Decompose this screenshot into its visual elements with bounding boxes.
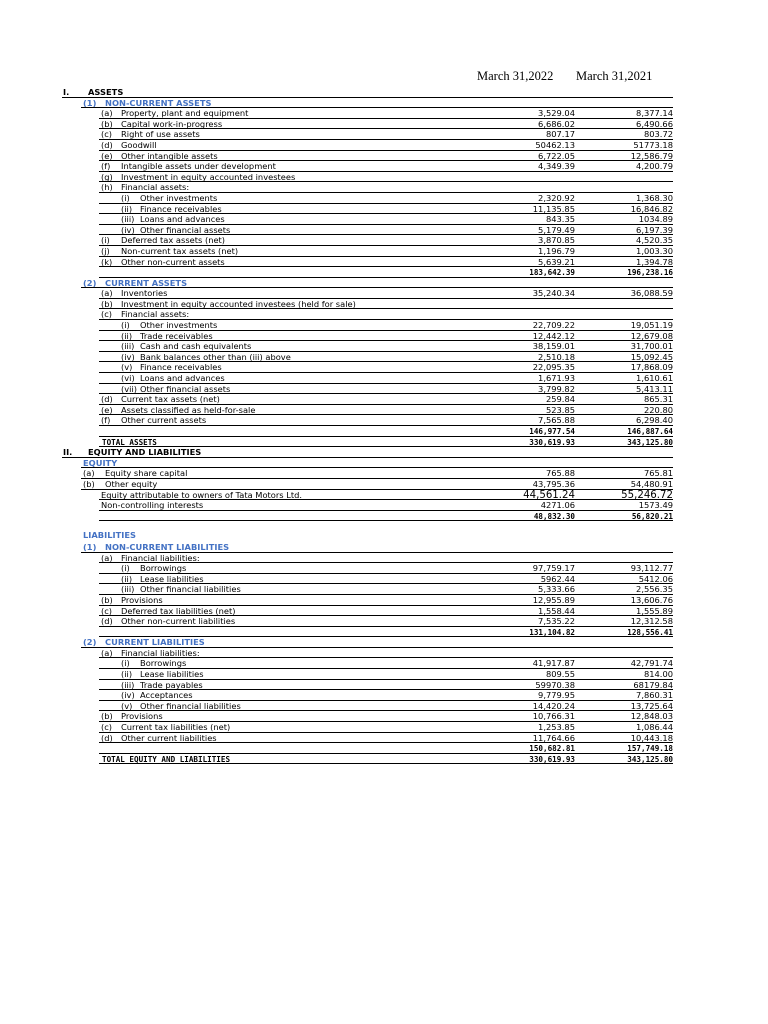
table-row: [0, 161, 768, 172]
table-row: [0, 309, 768, 320]
value-2022: 4271.06: [540, 500, 575, 511]
value-2021: 7,860.31: [636, 690, 673, 701]
row-marker: (a): [101, 552, 113, 563]
row-marker: (h): [101, 182, 113, 193]
value-2021: 55,246.72: [621, 489, 673, 501]
row-label: EQUITY AND LIABILITIES: [88, 447, 202, 458]
value-2022: 44,561.24: [523, 489, 575, 501]
row-marker: (b): [101, 118, 113, 129]
row-marker: (1): [83, 541, 97, 552]
row-marker: (iii): [121, 341, 135, 352]
value-2022: 3,799.82: [538, 383, 575, 394]
row-label: Property, plant and equipment: [121, 108, 249, 119]
value-2021: 128,556.41: [627, 627, 673, 637]
row-label: Loans and advances: [140, 214, 225, 225]
value-2022: 11,135.85: [532, 203, 575, 214]
row-label: Lease liabilities: [140, 669, 204, 680]
value-2021: 765.81: [643, 468, 673, 479]
value-2022: 22,709.22: [532, 320, 575, 331]
value-2021: 1,610.61: [636, 373, 673, 384]
table-row: [0, 658, 768, 669]
value-2021: 1,368.30: [636, 192, 673, 203]
value-2021: 12,312.58: [630, 616, 673, 627]
row-marker: II.: [63, 447, 73, 458]
row-marker: (e): [101, 404, 113, 415]
row-label: CURRENT ASSETS: [105, 277, 188, 288]
table-row: [0, 225, 768, 236]
table-row: [0, 669, 768, 680]
value-2022: 48,832.30: [533, 511, 575, 521]
row-marker: (a): [101, 647, 113, 658]
row-label: Other current liabilities: [121, 732, 217, 743]
table-row: [0, 701, 768, 712]
table-row: [0, 680, 768, 691]
row-label: Lease liabilities: [140, 573, 204, 584]
row-marker: (2): [83, 277, 97, 288]
value-2022: 41,917.87: [532, 658, 575, 669]
table-row: [0, 278, 768, 289]
row-marker: (i): [121, 192, 130, 203]
row-label: Other financial liabilities: [140, 700, 241, 711]
value-2021: 16,846.82: [630, 203, 673, 214]
row-marker: (i): [121, 563, 130, 574]
value-2021: 12,679.08: [630, 330, 673, 341]
table-row: [0, 637, 768, 648]
row-rule: [99, 763, 673, 764]
table-row: [0, 119, 768, 130]
value-2022: 131,104.82: [529, 627, 575, 637]
value-2021: 4,200.79: [636, 161, 673, 172]
table-row: [0, 511, 768, 522]
table-row: [0, 214, 768, 225]
row-marker: (i): [101, 235, 110, 246]
table-row: [0, 743, 768, 754]
value-2022: 5,333.66: [538, 584, 575, 595]
table-row: [0, 595, 768, 606]
value-2021: 5,413.11: [636, 383, 673, 394]
row-label: Current tax liabilities (net): [121, 722, 231, 733]
value-2021: 1573.49: [638, 500, 673, 511]
value-2022: 5962.44: [540, 573, 575, 584]
table-row: [0, 394, 768, 405]
row-marker: (f): [101, 161, 111, 172]
value-2022: 1,196.79: [538, 245, 575, 256]
value-2022: 38,159.01: [532, 341, 575, 352]
value-2022: 7,565.88: [538, 415, 575, 426]
row-label: Financial liabilities:: [121, 647, 200, 658]
row-label: Loans and advances: [140, 373, 225, 384]
row-marker: (e): [101, 150, 113, 161]
value-2021: 93,112.77: [630, 563, 673, 574]
row-marker: (c): [101, 605, 113, 616]
table-row: [0, 426, 768, 437]
row-marker: (a): [101, 108, 113, 119]
balance-sheet-table: [0, 87, 768, 764]
value-2021: 31,700.01: [630, 341, 673, 352]
value-2021: 2,556.35: [636, 584, 673, 595]
table-row: [0, 193, 768, 204]
row-label: Other current assets: [121, 415, 207, 426]
row-marker: (a): [101, 288, 113, 299]
table-row: [0, 542, 768, 553]
value-2022: 1,253.85: [538, 722, 575, 733]
table-row: [0, 151, 768, 162]
table-row: [0, 733, 768, 744]
row-label: Current tax assets (net): [121, 394, 220, 405]
row-marker: (ii): [121, 330, 133, 341]
row-marker: (b): [101, 711, 113, 722]
value-2022: 14,420.24: [532, 700, 575, 711]
value-2022: 10,766.31: [532, 711, 575, 722]
value-2022: 765.88: [545, 468, 575, 479]
row-label: Bank balances other than (iii) above: [140, 351, 291, 362]
value-2021: 803.72: [643, 129, 673, 140]
table-row: [0, 711, 768, 722]
value-2022: 150,682.81: [529, 744, 575, 754]
value-2021: 12,848.03: [630, 711, 673, 722]
table-row: [0, 606, 768, 617]
value-2021: 157,749.18: [627, 744, 673, 754]
value-2022: 1,558.44: [538, 605, 575, 616]
row-label: Cash and cash equivalents: [140, 341, 252, 352]
row-marker: (d): [101, 732, 113, 743]
row-marker: (b): [101, 594, 113, 605]
table-row: [0, 108, 768, 119]
row-label: NON-CURRENT ASSETS: [105, 97, 212, 108]
value-2022: 6,722.05: [538, 150, 575, 161]
row-label: Finance receivables: [140, 362, 222, 373]
value-2022: 9,779.95: [538, 690, 575, 701]
row-label: Trade receivables: [140, 330, 213, 341]
table-row: [0, 362, 768, 373]
table-row: [0, 584, 768, 595]
table-row: [0, 521, 768, 530]
row-label: Investment in equity accounted investees: [121, 171, 296, 182]
row-marker: (d): [101, 616, 113, 627]
table-row: [0, 490, 768, 501]
value-2021: 6,490.66: [636, 118, 673, 129]
row-marker: (i): [121, 320, 130, 331]
value-2022: 3,529.04: [538, 108, 575, 119]
row-label: Investment in equity accounted investees (held for sale): [121, 298, 356, 309]
value-2021: 1,394.78: [636, 256, 673, 267]
value-2021: 54,480.91: [630, 478, 673, 489]
row-marker: (c): [101, 722, 113, 733]
row-label: Acceptances: [140, 690, 193, 701]
row-label: Other non-current liabilities: [121, 616, 236, 627]
table-row: [0, 182, 768, 193]
row-marker: (1): [83, 97, 97, 108]
value-2022: 843.35: [545, 214, 575, 225]
table-row: [0, 458, 768, 469]
value-2021: 17,868.09: [630, 362, 673, 373]
table-row: [0, 352, 768, 363]
value-2022: 11,764.66: [532, 732, 575, 743]
table-row: [0, 563, 768, 574]
row-label: Borrowings: [140, 563, 187, 574]
value-2021: 19,051.19: [630, 320, 673, 331]
row-marker: (b): [83, 478, 95, 489]
value-2022: 807.17: [545, 129, 575, 140]
value-2022: 330,619.93: [529, 437, 575, 447]
value-2021: 36,088.59: [630, 288, 673, 299]
value-2021: 4,520.35: [636, 235, 673, 246]
value-2021: 865.31: [643, 394, 673, 405]
row-label: Other intangible assets: [121, 150, 218, 161]
row-label: Trade payables: [140, 679, 203, 690]
row-marker: (iii): [121, 584, 135, 595]
row-marker: (iv): [121, 690, 135, 701]
value-2022: 6,686.02: [538, 118, 575, 129]
table-row: [0, 204, 768, 215]
value-2022: 7,535.22: [538, 616, 575, 627]
row-label: Non-current tax assets (net): [121, 245, 239, 256]
value-2021: 6,298.40: [636, 415, 673, 426]
table-row: [0, 172, 768, 183]
row-label: Other equity: [105, 478, 158, 489]
value-2021: 10,443.18: [630, 732, 673, 743]
row-marker: (k): [101, 256, 113, 267]
row-label: Deferred tax liabilities (net): [121, 605, 236, 616]
row-marker: (j): [101, 245, 110, 256]
value-2021: 146,887.64: [627, 427, 673, 436]
table-row: [0, 754, 768, 765]
value-2021: 13,725.64: [630, 700, 673, 711]
table-row: [0, 500, 768, 511]
value-2022: 97,759.17: [532, 563, 575, 574]
table-row: [0, 553, 768, 564]
value-2022: 2,320.92: [538, 192, 575, 203]
value-2022: 146,977.54: [529, 427, 575, 436]
row-marker: (vii): [121, 383, 137, 394]
row-marker: (iii): [121, 679, 135, 690]
row-label: Intangible assets under development: [121, 161, 276, 172]
row-label: Equity share capital: [105, 468, 188, 479]
column-header-2022: March 31,2022: [477, 69, 554, 83]
row-marker: (c): [101, 129, 113, 140]
table-row: [0, 320, 768, 331]
row-label: Capital work-in-progress: [121, 118, 223, 129]
table-row: [0, 288, 768, 299]
value-2022: 1,671.93: [538, 373, 575, 384]
table-row: [0, 235, 768, 246]
row-marker: (a): [83, 468, 95, 479]
table-row: [0, 447, 768, 458]
value-2022: 59970.38: [535, 679, 575, 690]
row-label: Other non-current assets: [121, 256, 225, 267]
row-label: Provisions: [121, 711, 163, 722]
table-row: [0, 373, 768, 384]
row-label: Right of use assets: [121, 129, 200, 140]
row-label: Deferred tax assets (net): [121, 235, 226, 246]
row-marker: (2): [83, 637, 97, 648]
row-marker: (g): [101, 171, 113, 182]
row-marker: (ii): [121, 573, 133, 584]
value-2021: 5412.06: [638, 573, 673, 584]
row-label: Goodwill: [121, 139, 157, 150]
value-2022: 809.55: [545, 669, 575, 680]
value-2021: 12,586.79: [630, 150, 673, 161]
row-label: Assets classified as held-for-sale: [121, 404, 256, 415]
row-label: ASSETS: [88, 87, 124, 97]
table-row: [0, 341, 768, 352]
value-2022: 35,240.34: [532, 288, 575, 299]
row-marker: (f): [101, 415, 111, 426]
row-label: CURRENT LIABILITIES: [105, 637, 205, 648]
value-2021: 42,791.74: [630, 658, 673, 669]
row-marker: (d): [101, 394, 113, 405]
table-row: [0, 530, 768, 542]
value-2021: 8,377.14: [636, 108, 673, 119]
row-label: Non-controlling interests: [101, 500, 204, 511]
row-label: Other financial assets: [140, 224, 231, 235]
row-label: Other investments: [140, 320, 218, 331]
value-2022: 523.85: [545, 404, 575, 415]
row-label: LIABILITIES: [83, 530, 136, 541]
value-2022: 5,639.21: [538, 256, 575, 267]
row-label: Financial assets:: [121, 182, 190, 193]
table-row: [0, 98, 768, 109]
value-2022: 183,642.39: [529, 268, 575, 278]
value-2021: 814.00: [643, 669, 673, 680]
row-label: Borrowings: [140, 658, 187, 669]
value-2022: 2,510.18: [538, 351, 575, 362]
row-label: NON-CURRENT LIABILITIES: [105, 541, 230, 552]
value-2021: 6,197.39: [636, 224, 673, 235]
table-row: [0, 415, 768, 426]
value-2021: 56,820.21: [631, 511, 673, 521]
row-label: Finance receivables: [140, 203, 222, 214]
table-row: [0, 267, 768, 278]
table-row: [0, 437, 768, 448]
row-label: Financial assets:: [121, 309, 190, 320]
table-row: [0, 257, 768, 268]
value-2021: 196,238.16: [627, 268, 673, 278]
value-2021: 220.80: [643, 404, 673, 415]
value-2022: 4,349.39: [538, 161, 575, 172]
row-label: TOTAL EQUITY AND LIABILITIES: [102, 754, 231, 764]
value-2021: 1,003.30: [636, 245, 673, 256]
row-label: TOTAL ASSETS: [102, 437, 157, 447]
table-row: [0, 331, 768, 342]
table-row: [0, 384, 768, 395]
row-marker: I.: [63, 87, 70, 97]
row-marker: (v): [121, 700, 133, 711]
row-marker: (i): [121, 658, 130, 669]
column-header: [0, 69, 768, 85]
table-row: [0, 468, 768, 479]
row-marker: (iv): [121, 351, 135, 362]
table-row: [0, 690, 768, 701]
value-2022: 50462.13: [535, 139, 575, 150]
value-2021: 13,606.76: [630, 594, 673, 605]
value-2021: 1034.89: [638, 214, 673, 225]
value-2021: 1,086.44: [636, 722, 673, 733]
table-row: [0, 405, 768, 416]
row-marker: (v): [121, 362, 133, 373]
table-row: [0, 722, 768, 733]
value-2021: 1,555.89: [636, 605, 673, 616]
column-header-2021: March 31,2021: [576, 69, 653, 83]
value-2022: 43,795.36: [532, 478, 575, 489]
value-2022: 12,955.89: [532, 594, 575, 605]
row-marker: (ii): [121, 203, 133, 214]
table-row: [0, 129, 768, 140]
row-label: Provisions: [121, 594, 163, 605]
row-label: Financial liabilities:: [121, 552, 200, 563]
row-marker: (ii): [121, 669, 133, 680]
table-row: [0, 246, 768, 257]
row-marker: (vi): [121, 373, 135, 384]
row-label: Other financial liabilities: [140, 584, 241, 595]
row-marker: (iv): [121, 224, 135, 235]
row-marker: (d): [101, 139, 113, 150]
table-row: [0, 616, 768, 627]
table-row: [0, 479, 768, 490]
value-2022: 5,179.49: [538, 224, 575, 235]
value-2022: 3,870.85: [538, 235, 575, 246]
value-2022: 330,619.93: [529, 754, 575, 764]
value-2022: 259.84: [545, 394, 575, 405]
value-2021: 343,125.80: [627, 754, 673, 764]
table-row: [0, 140, 768, 151]
value-2021: 343,125.80: [627, 437, 673, 447]
table-row: [0, 87, 768, 98]
row-label: Other investments: [140, 192, 218, 203]
row-marker: (iii): [121, 214, 135, 225]
row-label: EQUITY: [83, 457, 118, 468]
table-row: [0, 299, 768, 310]
table-row: [0, 627, 768, 638]
row-label: Inventories: [121, 288, 168, 299]
value-2021: 68179.84: [633, 679, 673, 690]
value-2021: 15,092.45: [630, 351, 673, 362]
row-marker: (c): [101, 309, 113, 320]
table-row: [0, 648, 768, 659]
value-2022: 12,442.12: [532, 330, 575, 341]
value-2021: 51773.18: [633, 139, 673, 150]
row-label: Equity attributable to owners of Tata Motors Ltd.: [101, 489, 303, 500]
row-label: Other financial assets: [140, 383, 231, 394]
value-2022: 22,095.35: [532, 362, 575, 373]
table-row: [0, 574, 768, 585]
row-marker: (b): [101, 298, 113, 309]
